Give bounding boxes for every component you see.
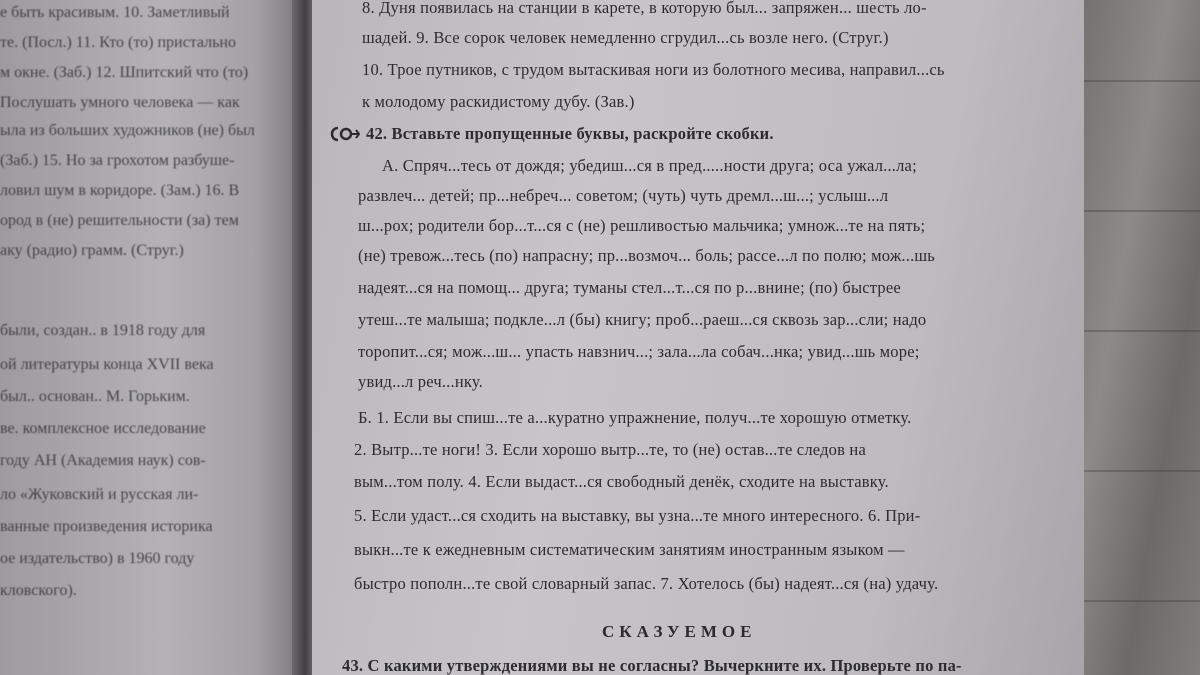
left-line: был.. основан.. М. Горьким.: [0, 388, 190, 405]
left-line: кловского).: [0, 582, 77, 599]
left-line: ород в (не) решительности (за) тем: [0, 212, 239, 229]
left-line: (Заб.) 15. Но за грохотом разбуше-: [0, 152, 235, 169]
part-a-line: надеят...ся на помощ... друга; туманы стел...т...ся по р...внине; (по) быстрее: [358, 278, 901, 297]
part-b-line: выкн...те к ежедневным систематическим занятиям иностранным языком —: [354, 540, 905, 559]
part-a-line: торопит...ся; мож...ш... упасть навзнич...; зала...ла собач...нка; увид...шь море;: [358, 342, 920, 361]
left-line: Послушать умного человека — как: [0, 94, 240, 111]
right-page: [312, 0, 1084, 675]
left-line: ло «Жуковский и русская ли-: [0, 486, 199, 503]
left-line: те. (Посл.) 11. Кто (то) пристально: [0, 34, 236, 51]
left-line: ве. комплексное исследование: [0, 420, 206, 437]
left-line: ой литературы конца XVII века: [0, 356, 214, 373]
section-heading: СКАЗУЕМОЕ: [602, 622, 757, 641]
left-line: ванные произведения историка: [0, 518, 213, 535]
part-b-line: быстро пополн...те свой словарный запас. 7. Хотелось (бы) надеят...ся (на) удачу.: [354, 574, 939, 593]
left-line: были, создан.. в 1918 году для: [0, 322, 206, 339]
intro-line: 8. Дуня появилась на станции в карете, в которую был... запряжен... шесть ло-: [362, 0, 927, 17]
writing-task-icon: [326, 124, 360, 144]
part-a-line: утеш...те малыша; подкле...л (бы) книгу; проб...раеш...ся сквозь зар...сли; надо: [358, 310, 927, 329]
part-b-line: 5. Если удаст...ся сходить на выставку, вы узна...те много интересного. 6. При-: [354, 506, 921, 525]
part-a-line: А. Спряч...тесь от дождя; убедиш...ся в пред.....ности друга; оса ужал...ла;: [382, 156, 917, 175]
task-title: 42. Вставьте пропущенные буквы, раскройте скобки.: [366, 124, 774, 143]
left-line: ое издательство) в 1960 году: [0, 550, 195, 567]
left-line: аку (радио) грамм. (Струг.): [0, 242, 184, 259]
left-line: ыла из больших художников (не) был: [0, 122, 255, 139]
left-line: е быть красивым. 10. Заметливый: [0, 4, 230, 21]
left-line: году АН (Академия наук) сов-: [0, 452, 206, 469]
part-b-line: вым...том полу. 4. Если выдаст...ся свободный денёк, сходите на выставку.: [354, 472, 889, 491]
left-line: ловил шум в коридоре. (Зам.) 16. В: [0, 182, 240, 199]
part-a-line: (не) тревож...тесь (по) напрасну; пр...возмоч... боль; рассе...л по полю; мож...шь: [358, 246, 936, 265]
wooden-table: [1070, 0, 1200, 675]
part-b-line: 2. Вытр...те ноги! 3. Если хорошо вытр...те, то (не) остав...те следов на: [354, 440, 866, 459]
intro-line: к молодому раскидистому дубу. (Зав.): [362, 92, 635, 111]
intro-line: 10. Трое путников, с трудом вытаскивая ноги из болотного месива, направил...сь: [362, 60, 945, 79]
intro-line: шадей. 9. Все сорок человек немедленно сгрудил...сь возле него. (Струг.): [362, 28, 889, 47]
part-a-line: ш...рох; родители бор...т...ся с (не) решливостью мальчика; умнож...те на пять;: [358, 216, 926, 235]
left-line: м окне. (Заб.) 12. Шпитский что (то): [0, 64, 249, 81]
part-b-line: Б. 1. Если вы спиш...те а...куратно упражнение, получ...те хорошую отметку.: [358, 408, 912, 427]
left-page: [0, 0, 300, 675]
part-a-line: развлеч... детей; пр...небреч... советом; (чуть) чуть дремл...ш...; услыш...л: [358, 186, 889, 205]
next-task-line: 43. С какими утверждениями вы не согласны? Вычеркните их. Проверьте по па-: [342, 656, 962, 675]
part-a-line: увид...л реч...нку.: [358, 372, 483, 391]
